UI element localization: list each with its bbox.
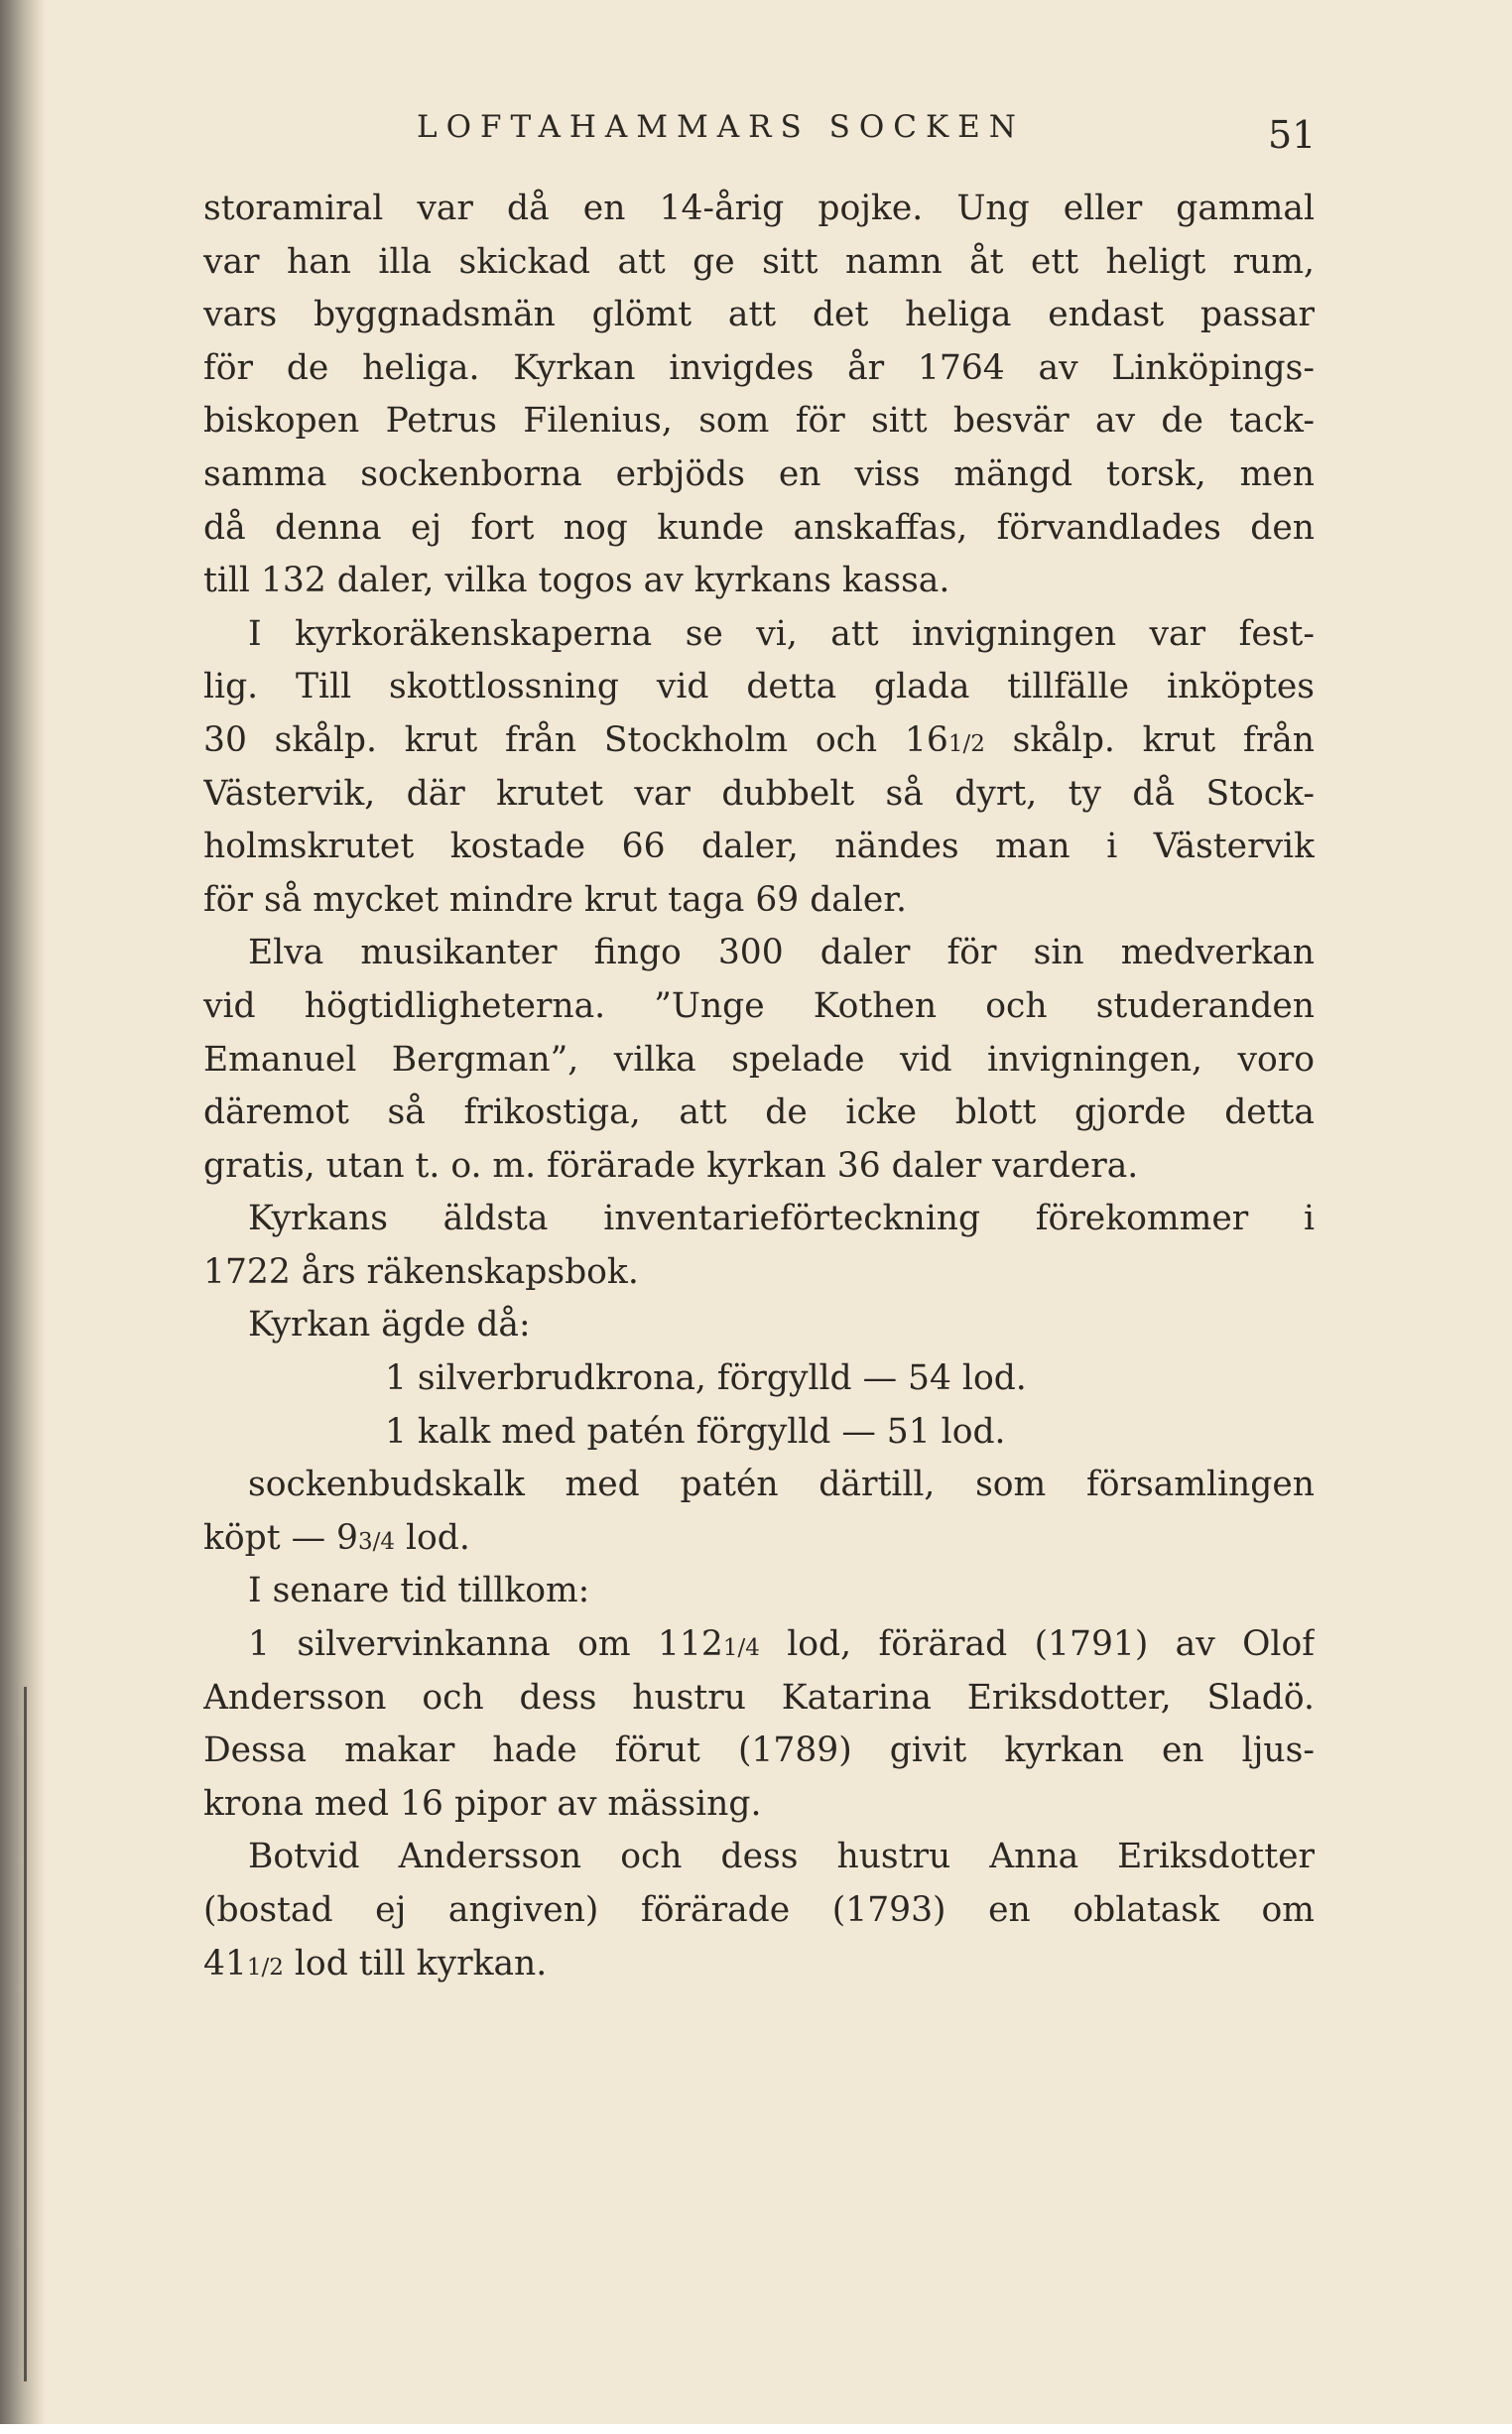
text-line: gratis, utan t. o. m. förärade kyrkan 36 daler vardera. — [203, 1145, 1139, 1186]
running-title: LOFTAHAMMARS SOCKEN — [417, 109, 1025, 145]
text-line: vars byggnadsmän glömt att det heliga endast passar — [203, 295, 1315, 335]
text-line: storamiral var då en 14-årig pojke. Ung eller gammal — [203, 189, 1315, 228]
text-line: för de heliga. Kyrkan invigdes år 1764 av Linköpings- — [203, 347, 1315, 388]
text-line: sockenbudskalk med patén därtill, som församlingen — [248, 1465, 1315, 1505]
text-fragment: 1 silvervinkanna om 112 — [248, 1624, 723, 1665]
text-line: Elva musikanter fingo 300 daler för sin medverkan — [248, 933, 1315, 973]
body-text — [203, 183, 1315, 1990]
fraction: 1/2 — [947, 730, 985, 757]
text-line: var han illa skickad att ge sitt namn åt ett heligt rum, — [203, 241, 1315, 282]
scan-bottom-edge — [0, 2424, 1512, 2434]
text-line — [203, 1938, 1315, 1991]
text-line: för så mycket mindre krut taga 69 daler. — [203, 879, 907, 920]
page-header — [0, 109, 1512, 169]
binding-edge-line — [24, 1687, 27, 2381]
text-fragment: köpt — 9 — [203, 1517, 359, 1558]
text-fragment: lod till kyrkan. — [283, 1943, 548, 1984]
text-line — [203, 1512, 1315, 1566]
text-line: Västervik, där krutet var dubbelt så dyrt, ty då Stock- — [203, 773, 1315, 814]
text-line: I senare tid tillkom: — [248, 1571, 590, 1611]
text-line: till 132 daler, vilka togos av kyrkans kassa. — [203, 561, 950, 601]
fraction: 1/2 — [246, 1954, 284, 1981]
page-number: 51 — [1268, 113, 1317, 157]
text-line: däremot så frikostiga, att de icke blott gjorde detta — [203, 1092, 1315, 1133]
inventory-line: 1 silverbrudkrona, förgylld — 54 lod. — [385, 1358, 1027, 1399]
text-fragment: 41 — [203, 1943, 247, 1984]
text-line: Kyrkan ägde då: — [248, 1305, 531, 1345]
text-line: Emanuel Bergman”, vilka spelade vid invigningen, voro — [203, 1039, 1315, 1080]
text-fragment: skålp. krut från — [984, 719, 1315, 760]
inventory-line: 1 kalk med patén förgylld — 51 lod. — [385, 1411, 1006, 1452]
text-fragment: 30 skålp. krut från Stockholm och 16 — [203, 719, 948, 760]
text-line: biskopen Petrus Filenius, som för sitt besvär av de tack- — [203, 401, 1315, 442]
text-line: Dessa makar hade förut (1789) givit kyrkan en ljus- — [203, 1730, 1315, 1771]
text-line: lig. Till skottlossning vid detta glada tillfälle inköptes — [203, 667, 1315, 707]
text-line: krona med 16 pipor av mässing. — [203, 1783, 762, 1824]
book-spine-shadow — [0, 0, 46, 2434]
text-line: Botvid Andersson och dess hustru Anna Eriksdotter — [248, 1837, 1315, 1877]
text-line: samma sockenborna erbjöds en viss mängd torsk, men — [203, 453, 1315, 494]
text-fragment: lod. — [395, 1517, 470, 1558]
text-line: holmskrutet kostade 66 daler, nändes man i Västervik — [203, 827, 1315, 867]
text-line: 1722 års räkenskapsbok. — [203, 1251, 639, 1292]
text-line: Andersson och dess hustru Katarina Eriksdotter, Sladö. — [203, 1677, 1315, 1718]
fraction: 1/4 — [722, 1635, 760, 1662]
text-line: Kyrkans äldsta inventarieförteckning förekommer i — [248, 1199, 1315, 1239]
fraction: 3/4 — [358, 1528, 396, 1555]
text-line — [203, 1618, 1315, 1672]
text-line: då denna ej fort nog kunde anskaffas, förvandlades den — [203, 507, 1315, 548]
text-line — [203, 714, 1315, 768]
text-line: vid högtidligheterna. ”Unge Kothen och studeranden — [203, 985, 1315, 1026]
text-line: I kyrkoräkenskaperna se vi, att invigningen var fest- — [248, 613, 1315, 654]
text-fragment: lod, förärad (1791) av Olof — [759, 1624, 1315, 1665]
text-line: (bostad ej angiven) förärade (1793) en oblatask om — [203, 1890, 1315, 1930]
